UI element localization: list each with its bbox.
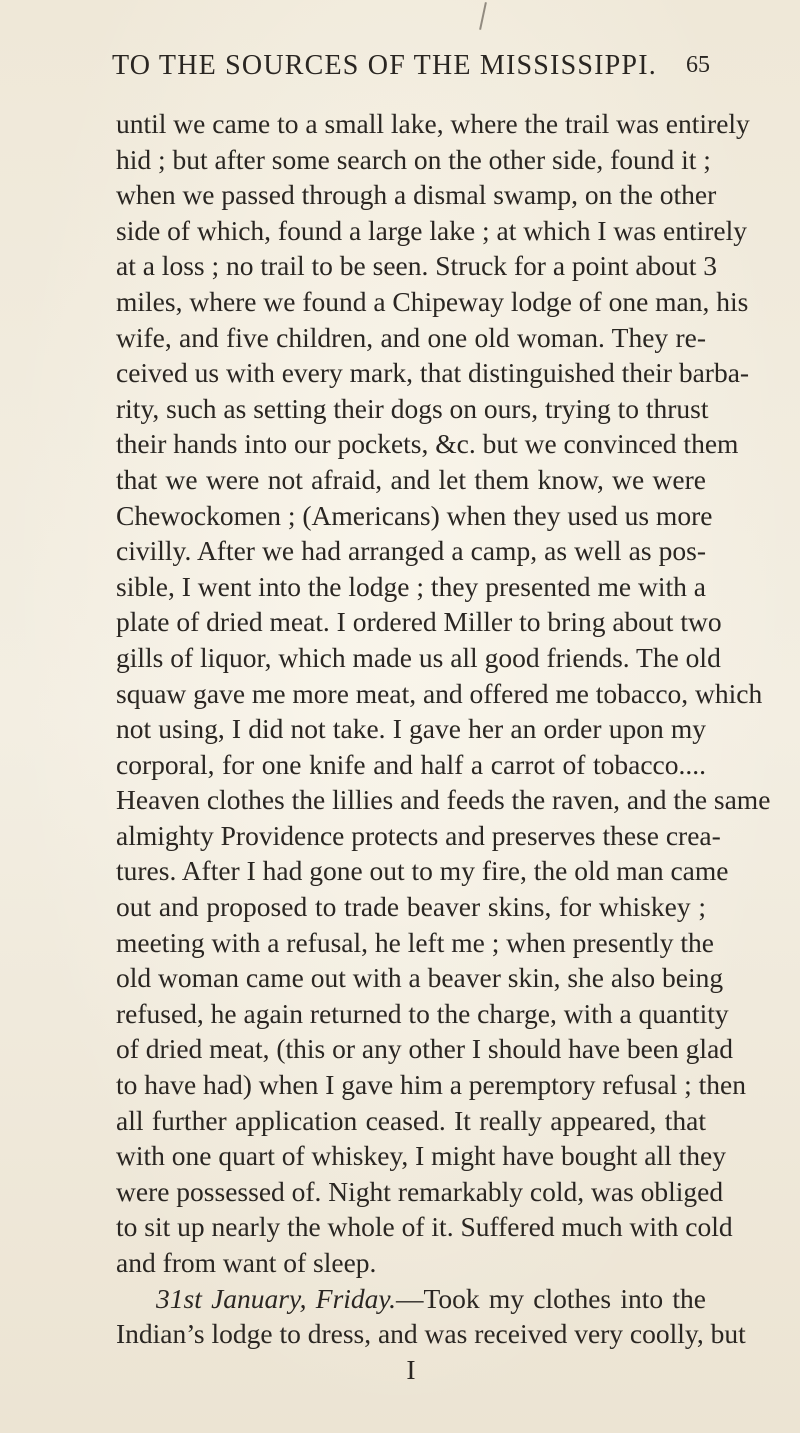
- text-line: to have had) when I gave him a peremptory refusal ; then: [116, 1069, 746, 1101]
- text-line: side of which, found a large lake ; at which I was entirely: [116, 214, 748, 246]
- text-line: at a loss ; no trail to be seen. Struck for a point about 3: [116, 250, 718, 282]
- entry-date: 31st January, Friday.: [156, 1282, 396, 1314]
- text-line: refused, he again returned to the charge, with a quantity: [116, 997, 729, 1029]
- text-line: hid ; but after some search on the other side, found it ;: [116, 143, 711, 175]
- text-line: squaw gave me more meat, and offered me tobacco, which: [116, 677, 763, 709]
- text-line: of dried meat, (this or any other I should have been glad: [116, 1033, 734, 1065]
- text-line: gills of liquor, which made us all good friends. The old: [116, 641, 721, 673]
- text-line: miles, where we found a Chipeway lodge of one man, his: [116, 285, 749, 317]
- text-line: meeting with a refusal, he left me ; when presently the: [116, 926, 714, 958]
- page-number: 65: [686, 52, 710, 78]
- running-title: TO THE SOURCES OF THE MISSISSIPPI.: [112, 50, 657, 81]
- text-line: until we came to a small lake, where the trail was entirely: [116, 108, 750, 139]
- text-line: Indian’s lodge to dress, and was received very coolly, but: [116, 1318, 746, 1350]
- body-text: [116, 106, 771, 1387]
- text-line: that we were not afraid, and let them know, we were: [116, 463, 706, 495]
- text-line: were possessed of. Night remarkably cold, was obliged: [116, 1175, 724, 1207]
- text-line: rity, such as setting their dogs on ours, trying to thrust: [116, 392, 709, 424]
- text-line: their hands into our pockets, &c. but we convinced them: [116, 428, 739, 460]
- text-line: wife, and five children, and one old woman. They re-: [116, 321, 706, 353]
- dated-entry-line: [116, 1281, 706, 1317]
- text-line: all further application ceased. It really appeared, that: [116, 1104, 706, 1136]
- text-line: sible, I went into the lodge ; they presented me with a: [116, 570, 706, 602]
- text-line: to sit up nearly the whole of it. Suffered much with cold: [116, 1211, 733, 1243]
- text-line: tures. After I had gone out to my fire, the old man came: [116, 855, 729, 887]
- text-line: civilly. After we had arranged a camp, as well as pos-: [116, 535, 706, 567]
- signature-mark: I: [406, 1353, 416, 1385]
- text-line: corporal, for one knife and half a carrot of tobacco....: [116, 748, 706, 780]
- text-line: Chewockomen ; (Americans) when they used us more: [116, 499, 713, 531]
- text-line: not using, I did not take. I gave her an order upon my: [116, 713, 706, 745]
- page-header: [112, 50, 710, 90]
- text-line: Heaven clothes the lillies and feeds the raven, and the same: [116, 784, 771, 816]
- entry-text: —Took my clothes into the: [396, 1282, 706, 1314]
- text-line: plate of dried meat. I ordered Miller to bring about two: [116, 606, 722, 638]
- ink-stroke-mark: [479, 2, 487, 30]
- text-line: out and proposed to trade beaver skins, for whiskey ;: [116, 891, 706, 923]
- text-line: when we passed through a dismal swamp, on the other: [116, 179, 717, 211]
- text-line: old woman came out with a beaver skin, she also being: [116, 962, 724, 994]
- text-line: ceived us with every mark, that distinguished their barba-: [116, 357, 750, 389]
- text-line: and from want of sleep.: [116, 1247, 377, 1278]
- text-line: with one quart of whiskey, I might have bought all they: [116, 1140, 726, 1172]
- text-line: almighty Providence protects and preserves these crea-: [116, 819, 721, 851]
